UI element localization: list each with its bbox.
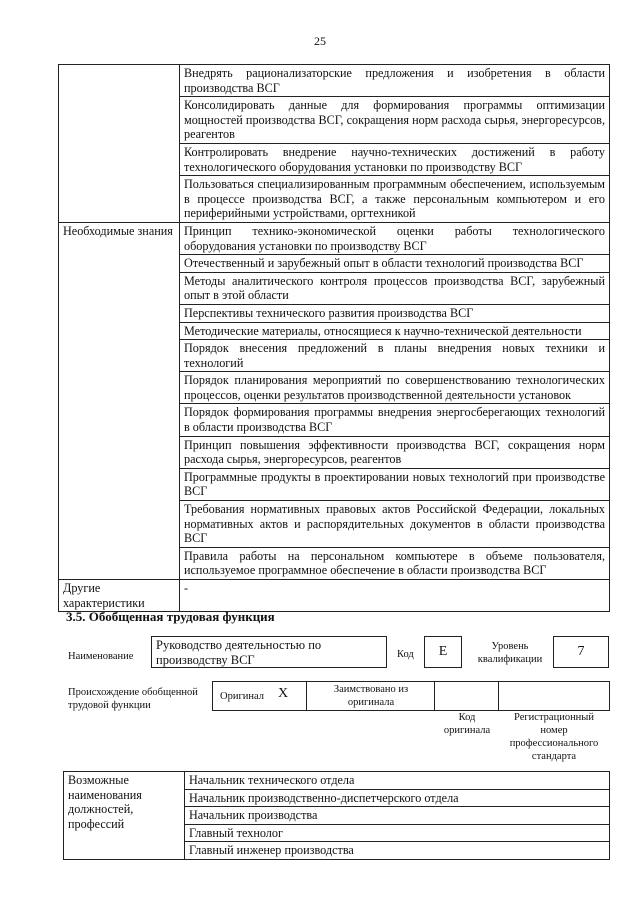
table-row bbox=[64, 772, 610, 790]
name-value: Руководство деятельностью по производству ВСГ bbox=[151, 636, 387, 668]
original-mark: X bbox=[278, 686, 289, 701]
page-number: 25 bbox=[314, 34, 326, 48]
knowledge-label: Необходимые знания bbox=[59, 222, 180, 579]
skill-cell: Консолидировать данные для формирования программы оптимизации мощностей производства ВСГ, сокращения норм расхода сырья, энергоресурсов, реагентов bbox=[180, 97, 610, 144]
table-row bbox=[59, 65, 610, 97]
position-cell: Начальник технического отдела bbox=[185, 772, 610, 790]
empty-label-cell bbox=[59, 65, 180, 223]
reg-number-label: Регистрационный номер профессионального стандарта bbox=[509, 712, 599, 762]
positions-label: Возможные наименования должностей, профессий bbox=[64, 772, 185, 860]
positions-table bbox=[63, 771, 610, 860]
knowledge-cell: Порядок внесения предложений в планы внедрения новых техники и технологий bbox=[180, 340, 610, 372]
knowledge-cell: Порядок формирования программы внедрения энергосберегающих технологий в области производства ВСГ bbox=[180, 404, 610, 436]
table-row bbox=[59, 580, 610, 612]
skill-cell: Внедрять рационализаторские предложения и изобретения в области производства ВСГ bbox=[180, 65, 610, 97]
table-row bbox=[59, 222, 610, 254]
other-value: - bbox=[180, 580, 610, 612]
knowledge-cell: Отечественный и зарубежный опыт в области технологий производства ВСГ bbox=[180, 255, 610, 273]
knowledge-cell: Принцип повышения эффективности производства ВСГ, сокращения норм расхода сырья, энергоресурсов, реагентов bbox=[180, 436, 610, 468]
position-cell: Главный технолог bbox=[185, 824, 610, 842]
skill-cell: Пользоваться специализированным программным обеспечением, используемым в процессе производства ВСГ, а также персональным компьютером и его периферийными устройствами, оргтехникой bbox=[180, 176, 610, 223]
knowledge-cell: Программные продукты в проектировании новых технологий при производстве ВСГ bbox=[180, 468, 610, 500]
knowledge-cell: Перспективы технического развития производства ВСГ bbox=[180, 304, 610, 322]
section-title: 3.5. Обобщенная трудовая функция bbox=[66, 609, 275, 624]
position-cell: Начальник производственно-диспетчерского отдела bbox=[185, 789, 610, 807]
knowledge-cell: Требования нормативных правовых актов Российской Федерации, локальных нормативных актов и распорядительных документов в области производства ВСГ bbox=[180, 501, 610, 548]
level-value: 7 bbox=[553, 636, 609, 668]
original-label: Оригинал bbox=[220, 691, 264, 702]
code-original-label: Код оригинала bbox=[443, 712, 491, 736]
origin-label: Происхождение обобщенной трудовой функции bbox=[68, 687, 198, 711]
position-cell: Главный инженер производства bbox=[185, 842, 610, 860]
knowledge-cell: Принцип технико-экономической оценки работы технологического оборудования установки по производству ВСГ bbox=[180, 222, 610, 254]
name-label: Наименование bbox=[68, 651, 134, 662]
position-cell: Начальник производства bbox=[185, 807, 610, 825]
level-label: Уровень квалификации bbox=[477, 641, 543, 665]
knowledge-table bbox=[58, 64, 610, 612]
borrowed-label: Заимствовано из оригинала bbox=[333, 684, 409, 708]
code-label: Код bbox=[397, 649, 414, 660]
code-value: E bbox=[424, 636, 462, 668]
knowledge-cell: Порядок планирования мероприятий по совершенствованию технологических процессов, оценки результатов производственной деятельности установок bbox=[180, 372, 610, 404]
knowledge-cell: Методы аналитического контроля процессов производства ВСГ, зарубежный опыт в этой области bbox=[180, 272, 610, 304]
skill-cell: Контролировать внедрение научно-технических достижений в работу технологического оборудования установки по производству ВСГ bbox=[180, 143, 610, 175]
knowledge-cell: Методические материалы, относящиеся к научно-технической деятельности bbox=[180, 322, 610, 340]
divider bbox=[498, 681, 500, 711]
divider bbox=[306, 681, 308, 711]
other-label: Другие характеристики bbox=[59, 580, 180, 612]
divider bbox=[434, 681, 436, 711]
knowledge-cell: Правила работы на персональном компьютере в объеме пользователя, используемое программное обеспечение в области производства ВСГ bbox=[180, 547, 610, 579]
